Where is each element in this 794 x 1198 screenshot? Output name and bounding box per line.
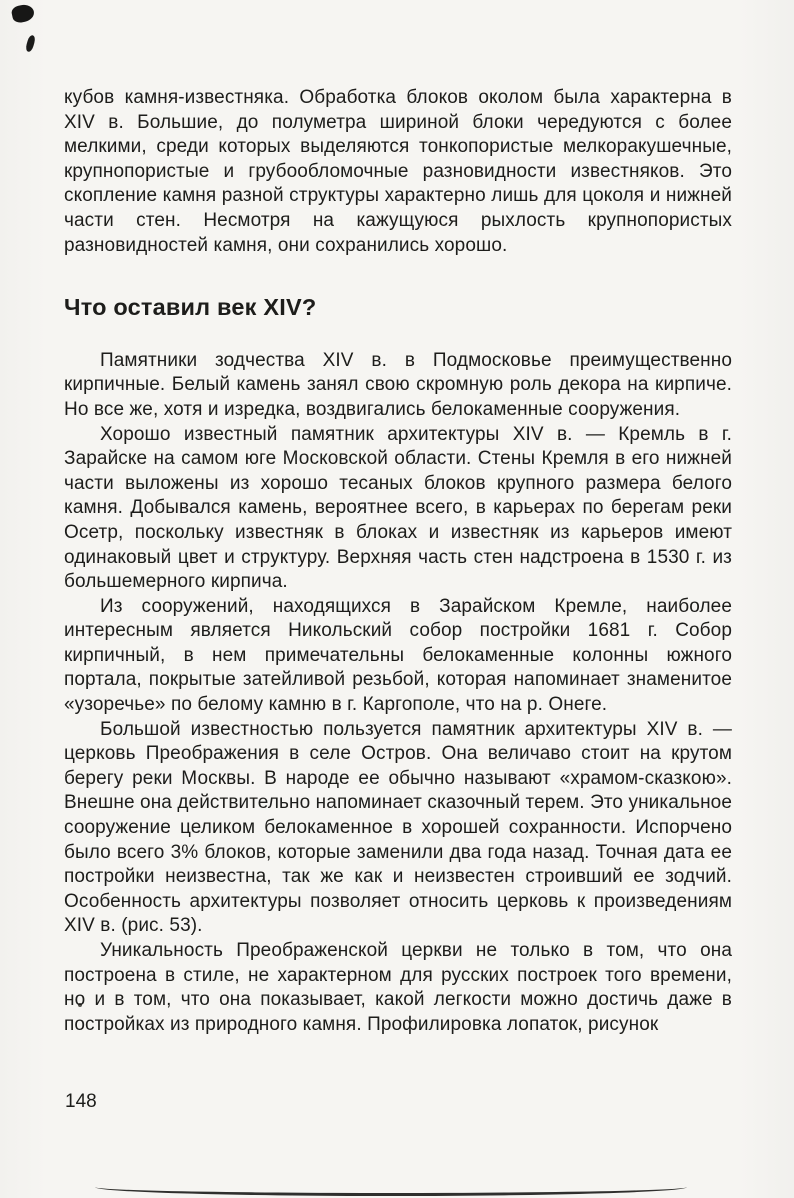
body-paragraph: Уникальность Преображенской церкви не только в том, что она построена в стиле, не характерном для русских построек того времени, но и в том, что она показывает, какой легкости можно достичь даже в постройках из природного камня. Профилировка лопаток, рисунок: [64, 940, 732, 1035]
continuation-paragraph: кубов камня-известняка. Обработка блоков околом была характерна в XIV в. Большие, до полуметра шириной блоки чередуются с более мелкими, среди которых выделяются тонкопористые мелкоракушечные, крупнопористые и грубообломочные разновидности известняков. Это скопление камня разной структуры характерно лишь для цоколя и нижней части стен. Несмотря на кажущуюся рыхлость крупнопористых разновидностей камня, они сохранились хорошо.: [64, 87, 732, 256]
page-number: 148: [65, 1091, 97, 1112]
section-heading: Что оставил век XIV?: [64, 294, 317, 321]
body-paragraph: Из сооружений, находящихся в Зарайском Кремле, наиболее интересным является Никольский собор постройки 1681 г. Собор кирпичный, в нем примечательны белокаменные колонны южного портала, покрытые затейливой резьбой, которая напоминает знаменитое «узоречье» по белому камню в г. Каргополе, что на р. Онеге.: [64, 595, 732, 716]
scan-artifact-blob: [10, 3, 35, 24]
scan-artifact-tick: [25, 34, 36, 52]
body-paragraph: Большой известностью пользуется памятник архитектуры XIV в. — церковь Преображения в селе Остров. Она величаво стоит на крутом берегу реки Москвы. В народе ее обычно называют «храмом-сказкою». Внешне она действительно напоминает сказочный терем. Это уникальное сооружение целиком белокаменное в хорошей сохранности. Испорчено было всего 3% блоков, которые заменили два года назад. Точная дата ее постройки неизвестна, так же как и неизвестен строивший ее зодчий. Особенность архитектуры позволяет относить церковь к произведениям XIV в. (рис. 53).: [64, 718, 732, 937]
body-paragraph: Хорошо известный памятник архитектуры XIV в. — Кремль в г. Зарайске на самом юге Московской области. Стены Кремля в его нижней части выложены из хорошо тесаных блоков крупного размера белого камня. Добывался камень, вероятнее всего, в карьерах по берегам реки Осетр, поскольку известняк в блоках и известняк из карьеров имеют одинаковый цвет и структуру. Верхняя часть стен надстроена в 1530 г. из большемерного кирпича.: [64, 423, 732, 593]
text-block: [64, 86, 732, 1037]
scan-edge-shadow: [95, 1184, 687, 1196]
body-paragraph: Памятники зодчества XIV в. в Подмосковье преимущественно кирпичные. Белый камень занял свою скромную роль декора на кирпиче. Но все же, хотя и изредка, воздвигались белокаменные сооружения.: [64, 349, 732, 420]
